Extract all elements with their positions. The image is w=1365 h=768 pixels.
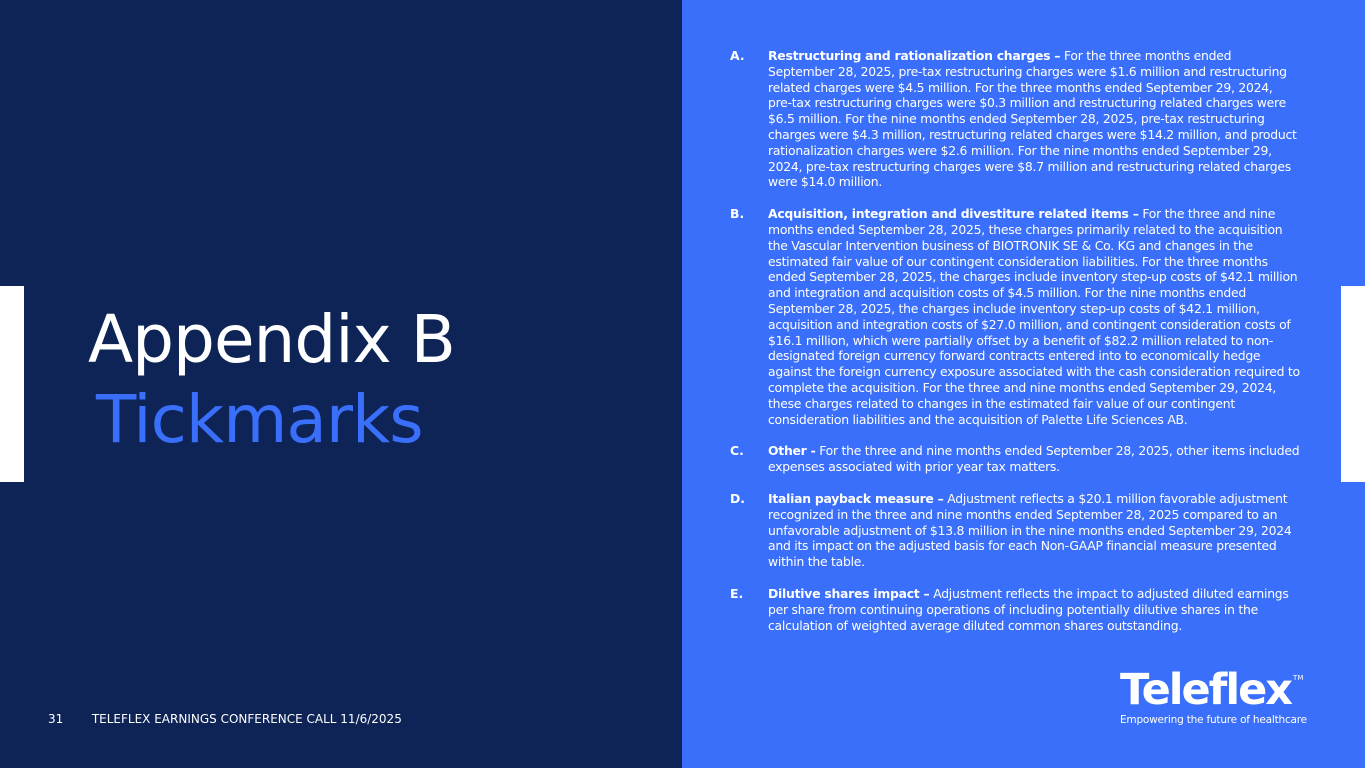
note-c: [730, 443, 1300, 475]
slide-footer: [48, 712, 402, 726]
note-title: Italian payback measure –: [768, 490, 944, 506]
note-title: Restructuring and rationalization charges –: [768, 48, 1061, 63]
note-title: Acquisition, integration and divestiture related items –: [768, 206, 1139, 222]
note-d: [730, 491, 1300, 570]
note-letter: A.: [730, 48, 745, 63]
note-text: For the three months ended September 28, 2025, pre-tax restructuring charges were $1.6 million and restructuring related charges were $4.5 million. For the three months ended September 29, 2024, pre-tax restructuring charges were $0.3 million and restructuring related charges were $6.5 million. For the nine months ended September 28, 2025, pre-tax restructuring charges were $4.3 million, restructuring related charges were $14.2 million, and product rationalization charges were $2.6 million. For the nine months ended September 29, 2024, pre-tax restructuring charges were $8.7 million and restructuring related charges were $14.0 million.: [768, 48, 1297, 190]
logo-tagline: Empowering the future of healthcare: [1120, 714, 1307, 726]
note-letter: D.: [730, 490, 745, 506]
tickmark-notes: [730, 48, 1300, 649]
left-edge-tab: [0, 286, 24, 482]
slide-title: [88, 300, 455, 460]
note-text: Adjustment reflects the impact to adjusted diluted earnings per share from continuing operations of including potentially dilutive shares in the calculation of weighted average diluted common shares outstanding.: [768, 585, 1289, 633]
page-number: 31: [48, 712, 64, 726]
logo-wordmark: Teleflex: [1120, 665, 1292, 715]
note-text: For the three and nine months ended September 28, 2025, these charges primarily related to the acquisition the Vascular Intervention business of BIOTRONIK SE & Co. KG and changes in the estimated fair value of our contingent consideration liabilities. For the three months ended September 28, 2025, the charges include inventory step-up costs of $42.1 million and integration and acquisition costs of $4.5 million. For the nine months ended September 28, 2025, the charges include inventory step-up costs of $42.1 million, acquisition and integration costs of $27.0 million, and contingent consideration costs of $16.1 million, which were partially offset by a benefit of $82.2 million related to non-designated foreign currency forward contracts entered into to economically hedge against the foreign currency exposure associated with the cash consideration required to complete the acquisition. For the three and nine months ended September 29, 2024, these charges related to changes in the estimated fair value of our contingent consideration liabilities and the acquisition of Palette Life Sciences AB.: [768, 206, 1300, 427]
note-body: [768, 443, 1300, 475]
slide-title-line2: Tickmarks: [96, 381, 423, 458]
note-body: [768, 206, 1300, 427]
note-text: For the three and nine months ended September 28, 2025, other items included expenses associated with prior year tax matters.: [768, 443, 1300, 475]
note-title: Other -: [768, 443, 816, 459]
note-body: [768, 48, 1300, 190]
note-title: Dilutive shares impact –: [768, 585, 930, 601]
note-e: [730, 586, 1300, 633]
right-edge-tab: [1341, 286, 1365, 482]
logo-trademark: TM: [1293, 674, 1304, 682]
teleflex-logo: [1120, 665, 1330, 726]
footer-text: TELEFLEX EARNINGS CONFERENCE CALL 11/6/2025: [91, 712, 402, 726]
note-a: [730, 48, 1300, 190]
note-body: [768, 491, 1300, 570]
note-b: [730, 206, 1300, 427]
note-letter: E.: [730, 585, 744, 601]
note-letter: C.: [730, 443, 744, 459]
note-text: Adjustment reflects a $20.1 million favorable adjustment recognized in the three and nine months ended September 28, 2025 compared to an unfavorable adjustment of $13.8 million in the nine months ended September 29, 2024 and its impact on the adjusted basis for each Non-GAAP financial measure presented within the table.: [768, 490, 1292, 570]
slide-title-line1: Appendix B: [88, 301, 455, 378]
note-body: [768, 586, 1300, 633]
note-letter: B.: [730, 206, 745, 222]
